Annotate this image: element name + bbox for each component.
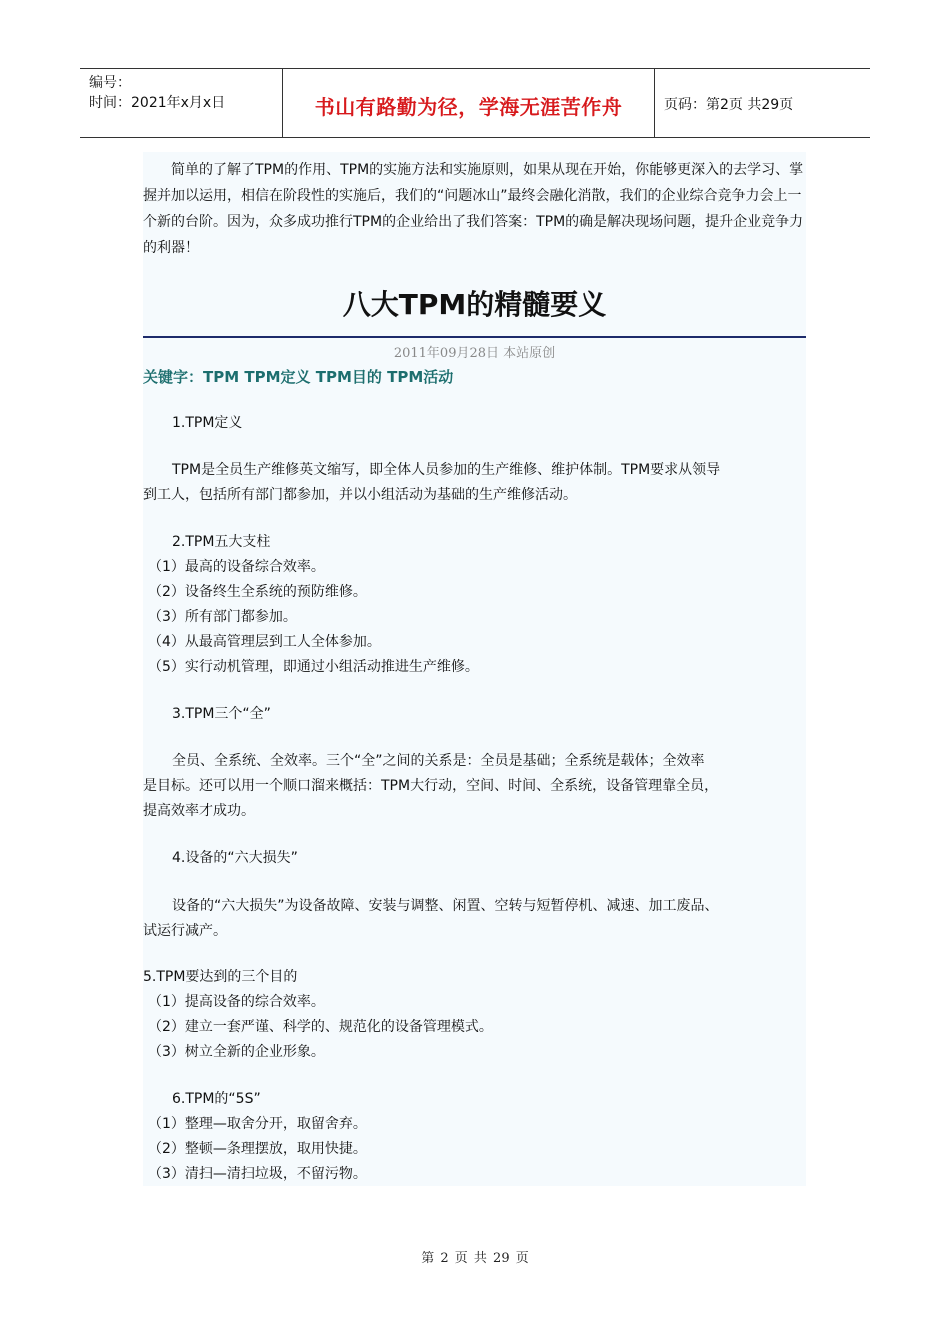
body-line: 到工人，包括所有部门都参加，并以小组活动为基础的生产维修活动。	[143, 487, 577, 503]
body-line: 设备的“六大损失”为设备故障、安装与调整、闲置、空转与短暂停机、减速、加工废品、	[172, 898, 719, 914]
list-item: （3）所有部门都参加。	[148, 609, 297, 625]
list-item: （2）建立一套严谨、科学的、规范化的设备管理模式。	[148, 1019, 493, 1035]
list-item: （1）整理—取舍分开，取留舍弃。	[148, 1116, 367, 1132]
body-line: TPM是全员生产维修英文缩写，即全体人员参加的生产维修、维护体制。TPM要求从领导	[172, 462, 721, 478]
intro-paragraph	[143, 157, 806, 261]
article-date: 2011年09月28日 本站原创	[393, 346, 556, 361]
section-heading: 3.TPM三个“全”	[172, 706, 271, 722]
keywords-line: 关键字：TPM TPM定义 TPM目的 TPM活动	[143, 368, 454, 386]
header-meta-cell	[80, 69, 283, 137]
list-item: （1）最高的设备综合效率。	[148, 559, 325, 575]
page-footer: 第 2 页 共 29 页	[421, 1251, 529, 1266]
section-heading: 5.TPM要达到的三个目的	[143, 969, 298, 985]
section-heading: 1.TPM定义	[172, 415, 243, 431]
body-line: 提高效率才成功。	[143, 803, 255, 819]
page-header	[80, 68, 870, 138]
body-line: 全员、全系统、全效率。三个“全”之间的关系是：全员是基础；全系统是载体；全效率	[172, 753, 705, 769]
list-item: （5）实行动机管理，即通过小组活动推进生产维修。	[148, 659, 479, 675]
section-heading: 2.TPM五大支柱	[172, 534, 271, 550]
list-item: （3）树立全新的企业形象。	[148, 1044, 325, 1060]
list-item: （1）提高设备的综合效率。	[148, 994, 325, 1010]
list-item: （4）从最高管理层到工人全体参加。	[148, 634, 381, 650]
header-motto-cell	[283, 69, 655, 137]
page-info: 页码：第2页 共29页	[664, 97, 794, 113]
title-divider	[143, 336, 806, 338]
header-page-cell	[655, 69, 870, 137]
article-title: 八大TPM的精髓要义	[342, 288, 607, 321]
time-label: 时间：2021年x月x日	[89, 95, 226, 111]
header-motto: 书山有路勤为径，学海无涯苦作舟	[314, 95, 623, 119]
list-item: （2）设备终生全系统的预防维修。	[148, 584, 367, 600]
body-line: 是目标。还可以用一个顺口溜来概括：TPM大行动，空间、时间、全系统，设备管理靠全员，	[143, 778, 719, 794]
list-item: （3）清扫—清扫垃圾，不留污物。	[148, 1166, 367, 1182]
section-heading: 4.设备的“六大损失”	[172, 850, 298, 866]
list-item: （2）整顿—条理摆放，取用快捷。	[148, 1141, 367, 1157]
section-heading: 6.TPM的“5S”	[172, 1091, 261, 1107]
body-line: 试运行减产。	[143, 923, 227, 939]
number-label: 编号：	[89, 75, 131, 91]
intro-text: 简单的了解了TPM的作用、TPM的实施方法和实施原则，如果从现在开始，你能够更深入的去学习、掌握并加以运用，相信在阶段性的实施后，我们的“问题冰山”最终会融化消散，我们的企业综合竞争力会上一个新的台阶。因为，众多成功推行TPM的企业给出了我们答案：TPM的确是解决现场问题，提升企业竞争力的利器！	[143, 162, 804, 256]
